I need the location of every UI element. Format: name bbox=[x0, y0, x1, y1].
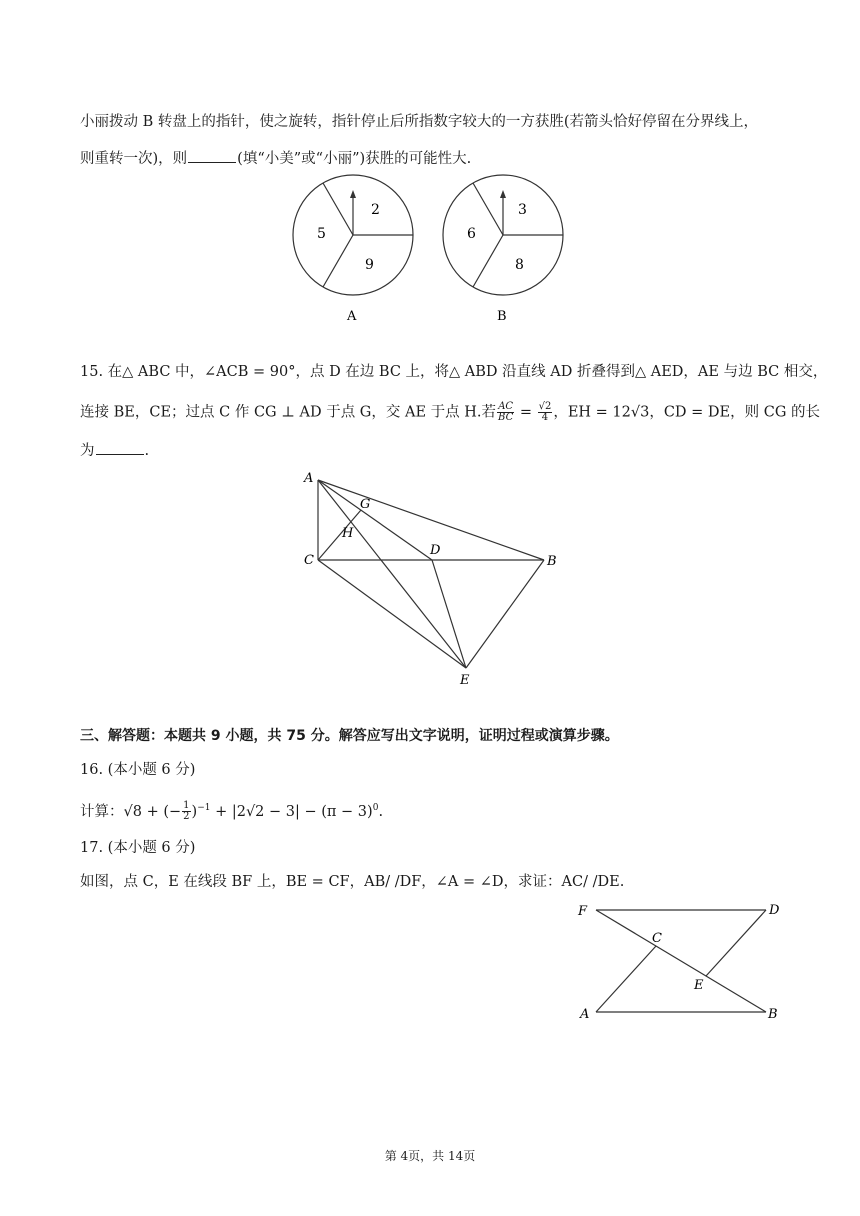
point-label-h: H bbox=[342, 526, 354, 541]
point-label-a: A bbox=[580, 1007, 590, 1022]
point-label-a: A bbox=[304, 471, 314, 486]
spinner-a bbox=[293, 175, 413, 324]
q14-line-2-end: (填“小美”或“小丽”)获胜的可能性大. bbox=[237, 151, 472, 167]
spinner-a-label: A bbox=[347, 309, 357, 324]
spinner-b-number: 6 bbox=[467, 226, 476, 242]
parallel-lines-figure bbox=[572, 896, 792, 1028]
fraction-numerator: AC bbox=[498, 401, 514, 412]
ratio-value-fraction bbox=[538, 402, 553, 423]
q16-expression bbox=[80, 798, 383, 822]
point-label-d: D bbox=[769, 903, 780, 918]
equals-sign: = bbox=[515, 404, 537, 421]
q15-line-2-start: 连接 BE，CE；过点 C 作 CG ⊥ AD 于点 G，交 AE 于点 H.若 bbox=[80, 404, 497, 421]
point-label-b: B bbox=[547, 554, 557, 569]
page-footer: 第 4页，共 14页 bbox=[384, 1149, 476, 1163]
point-label-d: D bbox=[430, 543, 441, 558]
q16-exponent: 0 bbox=[372, 803, 379, 813]
point-label-g: G bbox=[360, 497, 371, 512]
spinner-b-number: 8 bbox=[515, 257, 524, 273]
point-label-e: E bbox=[694, 978, 704, 993]
spinner-a-number: 5 bbox=[317, 226, 326, 242]
q15-line-3-end: . bbox=[144, 443, 150, 459]
q16-close-paren: ) bbox=[191, 803, 198, 820]
q17-title: 17. (本小题 6 分) bbox=[80, 840, 196, 856]
q16-prefix: 计算： bbox=[80, 803, 124, 820]
q15-line-2-end: ，EH = 12√3，CD = DE，则 CG 的长 bbox=[553, 404, 821, 421]
spinner-b-number: 3 bbox=[518, 202, 527, 218]
triangle-fold-figure bbox=[298, 464, 568, 692]
q15-line-1: 15. 在△ ABC 中，∠ACB = 90°，点 D 在边 BC 上，将△ ABD 沿直线 AD 折叠得到△ AED，AE 与边 BC 相交， bbox=[80, 364, 828, 380]
half-fraction bbox=[182, 801, 190, 822]
q17-text: 如图，点 C，E 在线段 BF 上，BE = CF，AB/ /DF，∠A = ∠D，求证：AC/ /DE. bbox=[80, 874, 625, 890]
q14-line-2 bbox=[80, 148, 471, 169]
q16-exponent: −1 bbox=[197, 803, 211, 813]
fraction-numerator: 1 bbox=[183, 800, 190, 812]
q15-line-3 bbox=[80, 440, 149, 461]
spinner-b-label: B bbox=[497, 309, 507, 324]
q15-line-3-start: 为 bbox=[80, 443, 95, 459]
spinner-a-number: 2 bbox=[371, 202, 380, 218]
point-label-f: F bbox=[578, 904, 588, 919]
fraction-numerator: √2 bbox=[538, 401, 552, 412]
q16-part-1: √8 + (− bbox=[123, 803, 182, 820]
spinner-a-number: 9 bbox=[365, 257, 374, 273]
point-label-e: E bbox=[460, 673, 470, 688]
point-label-b: B bbox=[768, 1007, 778, 1022]
q14-line-2-start: 则重转一次)，则 bbox=[80, 151, 188, 167]
ratio-fraction bbox=[497, 402, 514, 423]
point-label-c: C bbox=[304, 553, 314, 568]
q15-line-2 bbox=[80, 402, 820, 423]
fraction-denominator: BC bbox=[498, 412, 514, 423]
q16-part-2: + |2√2 − 3| − (π − 3) bbox=[210, 803, 373, 820]
spinner-b bbox=[443, 175, 563, 324]
q16-title: 16. (本小题 6 分) bbox=[80, 762, 196, 778]
q14-line-1: 小丽拨动 B 转盘上的指针，使之旋转，指针停止后所指数字较大的一方获胜(若箭头恰好停留在分界线上， bbox=[80, 114, 759, 130]
fraction-denominator: 2 bbox=[183, 811, 190, 823]
q16-end: . bbox=[378, 803, 384, 820]
answer-blank bbox=[188, 148, 236, 163]
fraction-denominator: 4 bbox=[541, 412, 549, 423]
spinner-figure bbox=[285, 172, 575, 332]
answer-blank bbox=[96, 440, 144, 455]
point-label-c: C bbox=[652, 931, 662, 946]
section-heading: 三、解答题：本题共 9 小题，共 75 分。解答应写出文字说明，证明过程或演算步骤。 bbox=[80, 728, 619, 744]
